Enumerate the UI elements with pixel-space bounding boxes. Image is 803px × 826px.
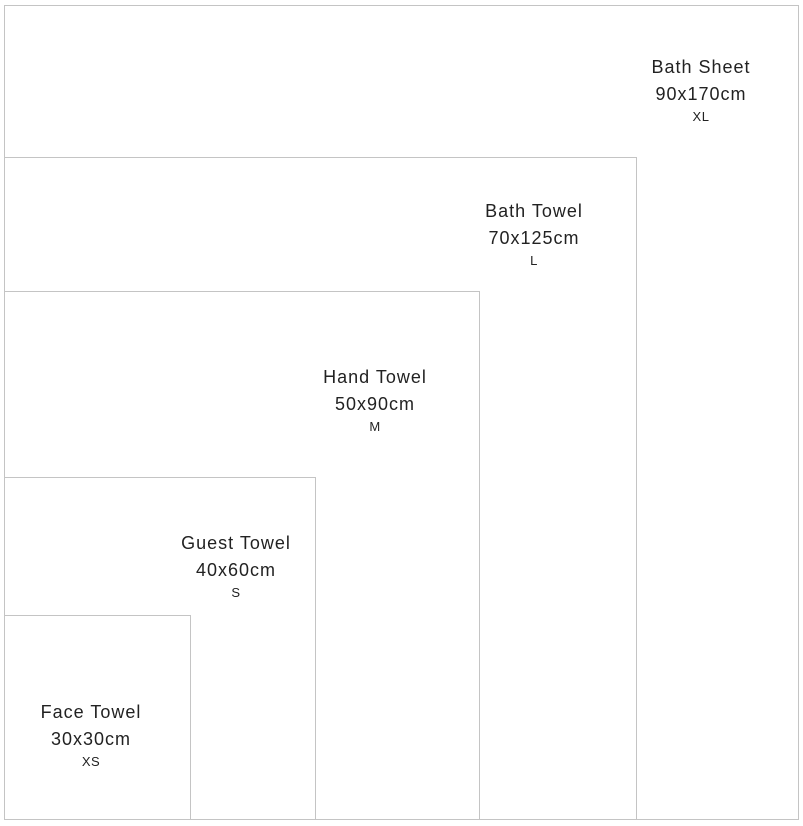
towel-name: Face Towel bbox=[40, 702, 142, 722]
towel-label-hand-towel bbox=[285, 368, 465, 433]
towel-dimensions: 40x60cm bbox=[195, 560, 277, 580]
towel-name: Hand Towel bbox=[323, 367, 427, 387]
towel-label-guest-towel bbox=[146, 534, 326, 599]
towel-label-face-towel bbox=[1, 703, 181, 768]
towel-size-code: XL bbox=[692, 109, 710, 124]
towel-dimensions: 50x90cm bbox=[334, 394, 416, 414]
towel-size-code: M bbox=[369, 419, 381, 434]
towel-label-bath-towel bbox=[444, 202, 624, 267]
towel-name: Bath Sheet bbox=[651, 57, 751, 77]
towel-size-code: S bbox=[231, 585, 241, 600]
towel-size-code: L bbox=[530, 253, 538, 268]
towel-dimensions: 90x170cm bbox=[655, 84, 747, 104]
towel-name: Guest Towel bbox=[181, 533, 291, 553]
towel-size-code: XS bbox=[81, 754, 101, 769]
towel-dimensions: 30x30cm bbox=[50, 729, 132, 749]
towel-label-bath-sheet bbox=[611, 58, 791, 123]
towel-dimensions: 70x125cm bbox=[488, 228, 580, 248]
towel-name: Bath Towel bbox=[485, 201, 583, 221]
